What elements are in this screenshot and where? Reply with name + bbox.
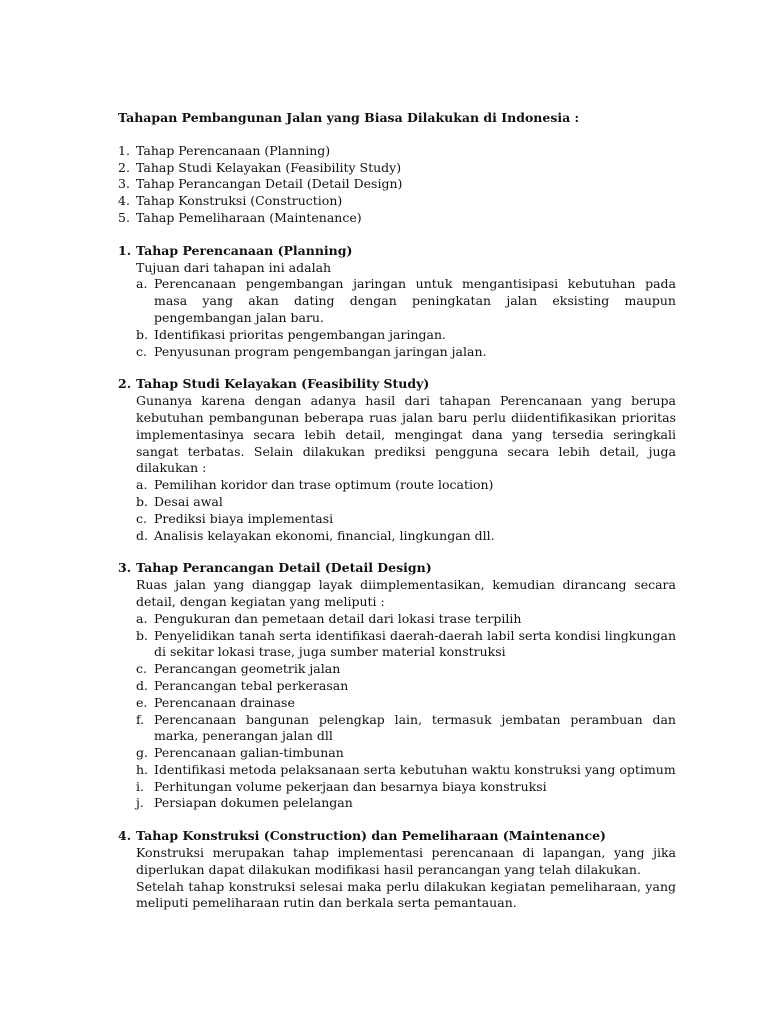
toc-number: 3. [118,176,130,192]
section-paragraph: Setelah tahap konstruksi selesai maka perlu dilakukan kegiatan pemeliharaan, yang meliputi pemeliharaan rutin dan berkala serta pemantauan. [136,878,676,911]
toc-text: Tahap Perancangan Detail (Detail Design) [136,176,403,192]
toc-item [118,176,676,193]
section-heading [118,243,676,260]
toc-item [118,210,676,227]
list-text: Pemilihan koridor dan trase optimum (route location) [154,477,494,493]
list-item [136,528,676,545]
list-item [136,344,676,361]
section-feasibility [118,376,676,544]
list-text: Perencanaan drainase [154,694,295,710]
document-content [118,110,676,928]
section-title: Tahap Perencanaan (Planning) [136,242,353,258]
toc-number: 4. [118,193,130,209]
list-label: b. [136,326,148,342]
section-heading [118,376,676,393]
section-paragraph: Gunanya karena dengan adanya hasil dari tahapan Perencanaan yang berupa kebutuhan pembangunan beberapa ruas jalan baru perlu diidentifikasikan prioritas implementasinya secara lebih detail, mengingat dana yang tersedia seringkali sangat terbatas. Selain dilakukan prediksi pengguna secara lebih detail, juga dilakukan : [136,393,676,476]
section-number: 3. [118,560,132,576]
section-number: 4. [118,828,132,844]
toc-number: 5. [118,209,130,225]
list-label: d. [136,677,148,693]
list-text: Pengukuran dan pemetaan detail dari lokasi trase terpilih [154,610,522,626]
list-text: Perhitungan volume pekerjaan dan besarnya biaya konstruksi [154,778,547,794]
list-label: c. [136,510,147,526]
section-body [118,260,676,361]
list-label: j. [136,795,144,811]
list-label: f. [136,711,145,727]
list-text: Penyelidikan tanah serta identifikasi daerah-daerah labil serta kondisi lingkungan di sekitar lokasi trase, juga sumber material konstruksi [154,627,676,660]
list-label: c. [136,661,147,677]
list-label: a. [136,477,148,493]
list-item [136,795,676,812]
list-text: Persiapan dokumen pelelangan [154,795,353,811]
section-number: 1. [118,242,132,258]
list-item [136,611,676,628]
list-text: Prediksi biaya implementasi [154,510,334,526]
section-body [118,393,676,544]
list-text: Identifikasi prioritas pengembangan jaringan. [154,326,447,342]
list-item [136,477,676,494]
toc-number: 2. [118,159,130,175]
list-label: g. [136,745,148,761]
section-title: Tahap Studi Kelayakan (Feasibility Study) [136,376,430,392]
list-item [136,276,676,326]
list-text: Perencanaan bangunan pelengkap lain, termasuk jembatan perambuan dan marka, penerangan jalan dll [154,711,676,744]
list-item [136,511,676,528]
section-planning [118,243,676,361]
table-of-contents [118,143,676,227]
list-item [136,678,676,695]
section-detail-design [118,560,676,812]
list-label: b. [136,627,148,643]
list-item [136,494,676,511]
section-body [118,845,676,912]
list-item [136,628,676,662]
section-paragraph: Ruas jalan yang dianggap layak diimplementasikan, kemudian dirancang secara detail, dengan kegiatan yang meliputi : [136,577,676,609]
toc-item [118,160,676,177]
list-item [136,327,676,344]
list-text: Perencanaan galian-timbunan [154,745,344,761]
list-text: Penyusunan program pengembangan jaringan jalan. [154,343,487,359]
toc-number: 1. [118,142,130,158]
list-item [136,695,676,712]
list-text: Analisis kelayakan ekonomi, financial, lingkungan dll. [154,527,495,543]
section-body [118,577,676,812]
section-paragraph: Konstruksi merupakan tahap implementasi perencanaan di lapangan, yang jika diperlukan dapat dilakukan modifikasi hasil perancangan yang telah dilakukan. [136,845,676,877]
list-item [136,712,676,746]
list-text: Perencanaan pengembangan jaringan untuk mengantisipasi kebutuhan pada masa yang akan dating dengan peningkatan jalan eksisting maupun pengembangan jalan baru. [154,276,676,325]
list-label: b. [136,493,148,509]
list-label: h. [136,761,149,777]
section-paragraph: Tujuan dari tahapan ini adalah [136,259,332,275]
list-label: c. [136,343,147,359]
list-text: Perancangan geometrik jalan [154,661,341,677]
list-text: Desai awal [154,493,223,509]
list-label: e. [136,694,148,710]
toc-item [118,193,676,210]
section-heading [118,560,676,577]
toc-item [118,143,676,160]
section-title: Tahap Perancangan Detail (Detail Design) [136,560,432,576]
list-item [136,745,676,762]
list-label: a. [136,610,148,626]
document-title: Tahapan Pembangunan Jalan yang Biasa Dilakukan di Indonesia : [118,110,580,125]
list-text: Perancangan tebal perkerasan [154,677,349,693]
section-number: 2. [118,376,132,392]
list-text: Identifikasi metoda pelaksanaan serta kebutuhan waktu konstruksi yang optimum [154,761,676,777]
list-label: d. [136,527,148,543]
toc-text: Tahap Konstruksi (Construction) [136,193,343,209]
toc-text: Tahap Studi Kelayakan (Feasibility Study) [136,159,402,175]
list-label: i. [136,778,144,794]
list-label: a. [136,276,148,292]
list-item [136,779,676,796]
toc-text: Tahap Perencanaan (Planning) [136,142,331,158]
section-heading [118,828,676,845]
list-item [136,762,676,779]
toc-text: Tahap Pemeliharaan (Maintenance) [136,209,362,225]
list-item [136,661,676,678]
section-title: Tahap Konstruksi (Construction) dan Pemeliharaan (Maintenance) [136,828,606,844]
section-construction-maintenance [118,828,676,912]
